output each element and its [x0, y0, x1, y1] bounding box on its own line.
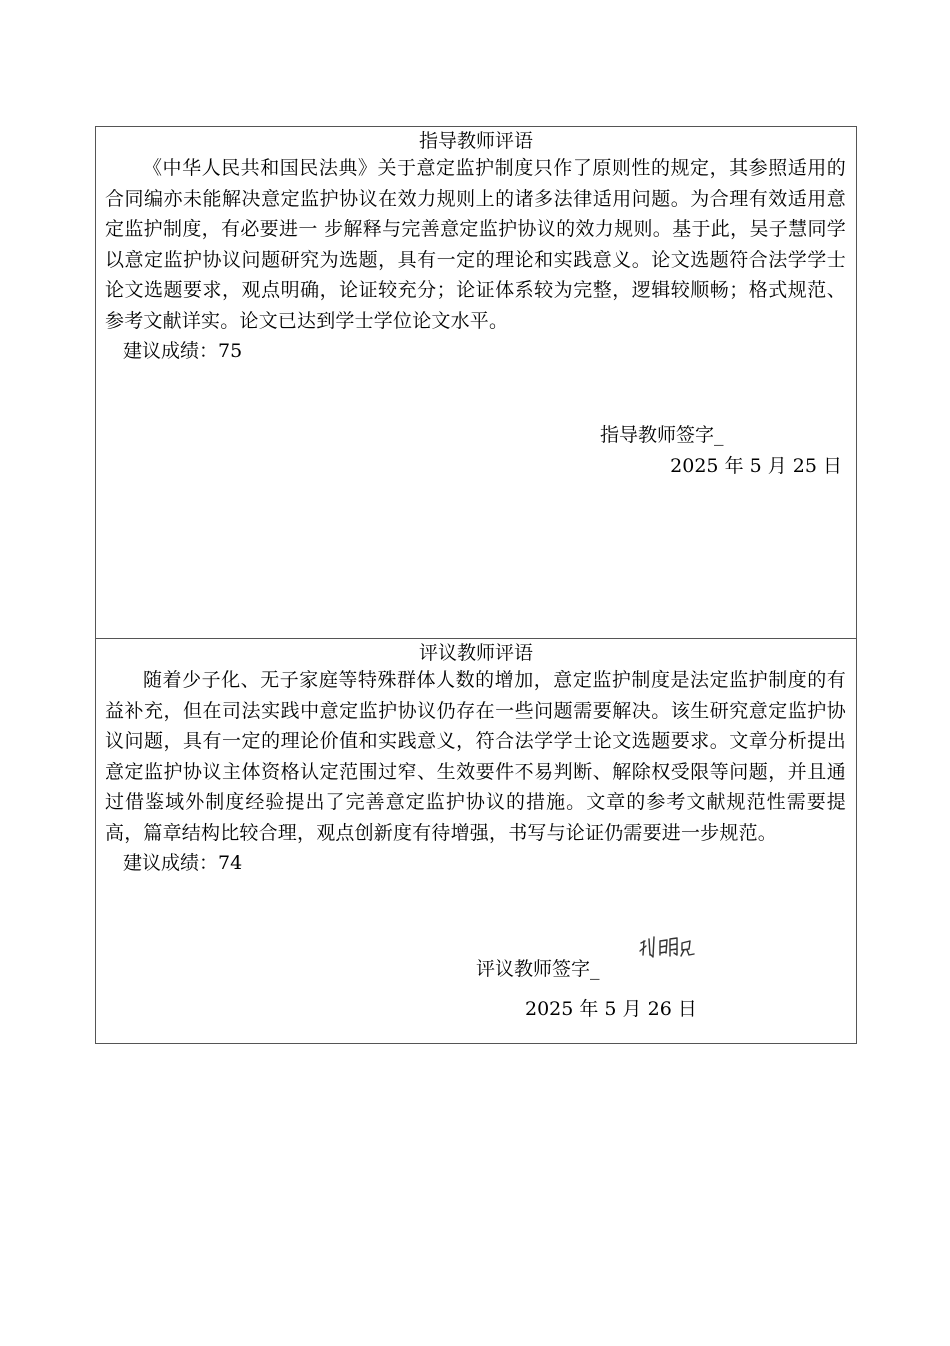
reviewer-comment-text: 随着少子化、无子家庭等特殊群体人数的增加，意定监护制度是法定监护制度的有益补充，但在司法实践中意定监护协议仍存在一些问题需要解决。该生研究意定监护协议问题，具有一定的理论价值和实践意义，符合法学学士论文选题要求。文章分析提出意定监护协议主体资格认定范围过窄、生效要件不易判断、解除权受限等问题，并且通过借鉴域外制度经验提出了完善意定监护协议的措施。文章的参考文献规范性需要提高，篇章结构比较合理，观点创新度有待增强，书写与论证仍需要进一步规范。 [105, 669, 846, 844]
advisor-comment-text: 《中华人民共和国民法典》关于意定监护制度只作了原则性的规定，其参照适用的合同编亦未能解决意定监护协议在效力规则上的诸多法律适用问题。为合理有效适用意定监护制度，有必要进一 步解释与完善意定监护协议的效力规则。基于此，吴子慧同学以意定监护协议问题研究为选题，具有一定的理论和实践意义。论文选题符合法学学士论文选题要求，观点明确，论证较充分；论证体系较为完整，逻辑较顺畅；格式规范、参考文献详实。论文已达到学士学位论文水平。 [105, 157, 846, 332]
advisor-section-title: 指导教师评语 [418, 130, 533, 152]
reviewer-date: 2025 年 5 月 26 日 [525, 998, 697, 1020]
advisor-date: 2025 年 5 月 25 日 [670, 455, 842, 477]
advisor-signature-label: 指导教师签字_ [600, 424, 724, 446]
evaluation-form [95, 126, 857, 1044]
reviewer-signature-label: 评议教师签字_ [476, 958, 600, 980]
advisor-comment-section [96, 127, 856, 639]
advisor-suggested-grade: 建议成绩：75 [123, 340, 243, 362]
reviewer-comment-section [96, 639, 856, 1043]
handwritten-signature [636, 929, 706, 969]
reviewer-section-title: 评议教师评语 [418, 642, 533, 664]
reviewer-suggested-grade: 建议成绩：74 [123, 852, 243, 874]
